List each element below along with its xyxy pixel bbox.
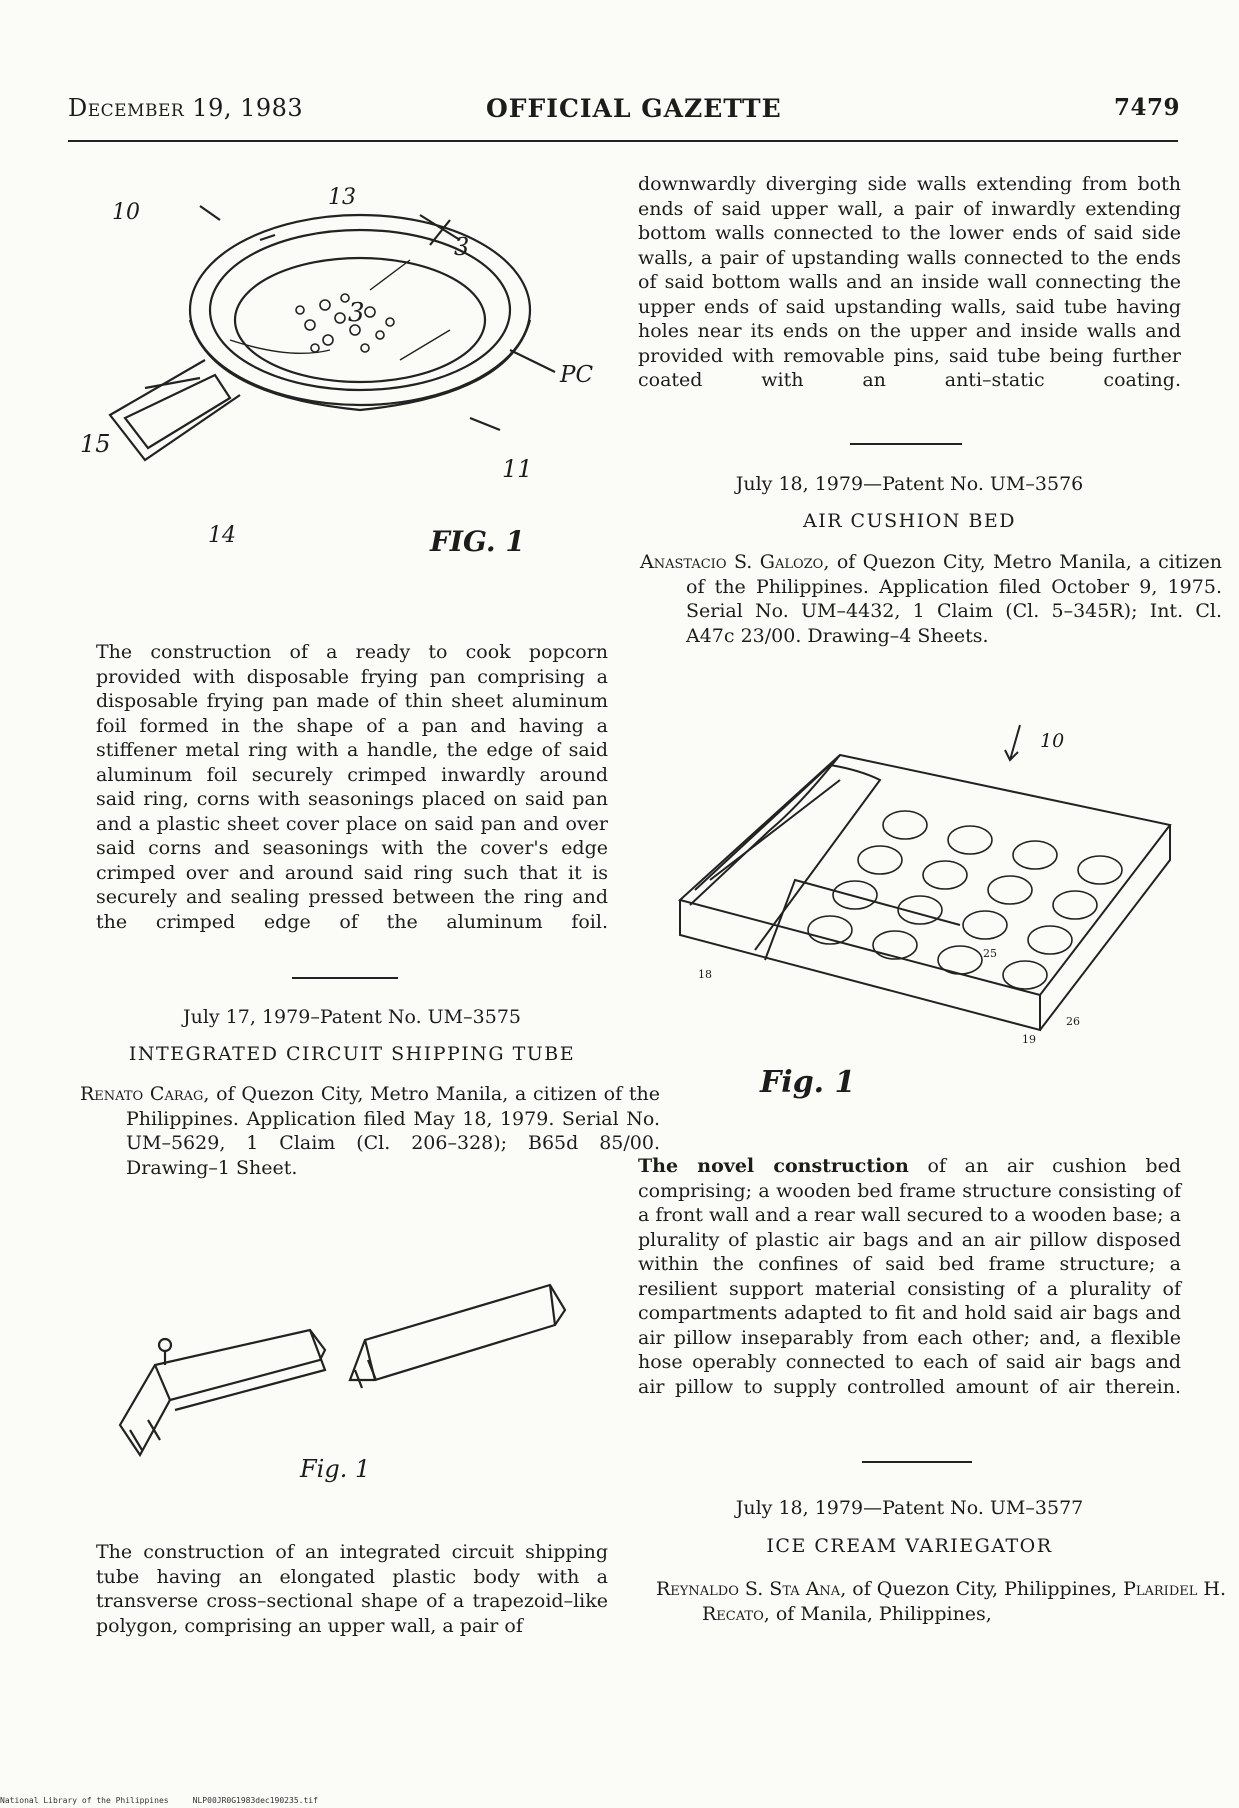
popcorn-pan-figure <box>70 180 630 570</box>
patent-um3576-title: AIR CUSHION BED <box>802 510 1017 532</box>
patent-um3576-claim <box>638 1154 1181 1424</box>
patent-um3575-details: , of Quezon City, Metro Manila, a citizen of the Philippines. Application filed May 18, 1979. Serial No. UM–5629, 1 Claim (Cl. 206–328); B65d 85/00. Drawing–1 Sheet. <box>126 1083 661 1179</box>
header-title: OFFICIAL GAZETTE <box>486 94 782 123</box>
patent-um3575-claim-continued: downwardly diverging side walls extending from both ends of said upper wall, a pair of inwardly extending bottom walls connected to the lower ends of said side walls, a pair of upstanding walls connected to the ends of said bottom walls and an inside wall connecting the upper ends of said upstanding walls, said tube having holes near its ends on the upper and inside walls and provided with removable pins, said tube being further coated with an anti–static coating. <box>638 173 1181 391</box>
footer-source: National Library of the Philippines <box>0 1796 169 1805</box>
fig1-label-3b: 3 <box>348 298 365 328</box>
section-divider <box>850 443 962 445</box>
fig2-caption: Fig. 1 <box>300 1455 371 1483</box>
fig3-label-25: 25 <box>983 947 997 960</box>
patent-um3576-claim-lead: The novel construction <box>638 1155 909 1177</box>
header-page-number: 7479 <box>1114 94 1181 121</box>
fig1-label-14: 14 <box>208 523 236 548</box>
header-date: December 19, 1983 <box>68 94 304 122</box>
section-divider <box>292 977 398 979</box>
shipping-tube-figure <box>100 1230 630 1490</box>
popcorn-claim-text: The construction of a ready to cook popcorn provided with disposable frying pan comprising a disposable frying pan made of thin sheet aluminum foil formed in the shape of a pan and having a stiffener metal ring with a handle, the edge of said aluminum foil securely crimped inwardly around said ring, corns with seasonings placed on said pan and a plastic sheet cover place on said pan and over said corns and seasonings with the cover's edge crimped over and around said ring such that it is securely and sealing pressed between the ring and the crimped edge of the aluminum foil. <box>96 641 608 933</box>
fig3-label-10: 10 <box>1040 730 1065 752</box>
fig3-label-26: 26 <box>1066 1015 1080 1028</box>
fig1-label-11: 11 <box>502 455 533 483</box>
patent-um3577-details-1: , of Quezon City, Philippines, <box>840 1578 1118 1600</box>
patent-um3575-entry <box>80 1082 660 1180</box>
patent-um3576-date: July 18, 1979—Patent No. UM–3576 <box>735 473 1084 495</box>
header-rule <box>68 140 1178 142</box>
patent-um3576-inventor: Anastacio S. Galozo <box>640 551 824 573</box>
patent-um3576-entry <box>640 550 1222 648</box>
patent-um3575-claim: The construction of an integrated circuit shipping tube having an elongated plastic body with a transverse cross–sectional shape of a trapezoid–like polygon, comprising an upper wall, a pair of <box>96 1541 608 1637</box>
patent-um3577-inventor-1: Reynaldo S. Sta Ana <box>656 1578 841 1600</box>
patent-um3577-inventor-2: Plaridel H. Recato <box>702 1578 1227 1625</box>
fig1-label-10: 10 <box>112 200 140 225</box>
patent-um3576-claim-body: of an air cushion bed comprising; a wooden bed frame structure consisting of a front wall and a rear wall secured to a wooden base; a plurality of plastic air bags and an air pillow disposed within the confines of said bed frame structure; a resilient support material consisting of a plurality of compartments adapted to fit and hold said air bags and air pillow inseparably from each other; and, a flexible hose operably connected to each of said air bags and air pillow to supply controlled amount of air therein. <box>638 1155 1181 1398</box>
patent-um3577-entry <box>656 1577 1232 1626</box>
patent-um3576-details: , of Quezon City, Metro Manila, a citizen of the Philippines. Application filed October 9, 1975. Serial No. UM–4432, 1 Claim (Cl. 5–345R); Int. Cl. A47c 23/00. Drawing–4 Sheets. <box>686 551 1222 647</box>
patent-um3575-date: July 17, 1979–Patent No. UM–3575 <box>183 1006 521 1028</box>
footer-file: NLP00JR0G1983dec190235.tif <box>192 1796 318 1805</box>
patent-um3575-inventor: Renato Carag <box>80 1083 204 1105</box>
fig1-label-15: 15 <box>80 430 111 458</box>
fig1-label-3a: 3 <box>454 233 470 261</box>
fig3-caption: Fig. 1 <box>760 1065 856 1100</box>
fig1-caption: FIG. 1 <box>430 525 525 558</box>
patent-um3575-title: INTEGRATED CIRCUIT SHIPPING TUBE <box>128 1043 576 1065</box>
section-divider <box>862 1461 972 1463</box>
patent-um3577-date: July 18, 1979—Patent No. UM–3577 <box>735 1497 1084 1519</box>
fig1-label-13: 13 <box>328 185 356 210</box>
fig1-label-pc: PC <box>560 362 594 388</box>
scan-footer <box>0 1796 318 1805</box>
air-cushion-bed-figure <box>670 720 1190 1050</box>
fig3-label-19: 19 <box>1022 1033 1036 1046</box>
fig3-label-18: 18 <box>698 968 712 981</box>
patent-um3577-details-2: , of Manila, Philippines, <box>763 1602 992 1625</box>
patent-um3577-title: ICE CREAM VARIEGATOR <box>766 1535 1053 1557</box>
